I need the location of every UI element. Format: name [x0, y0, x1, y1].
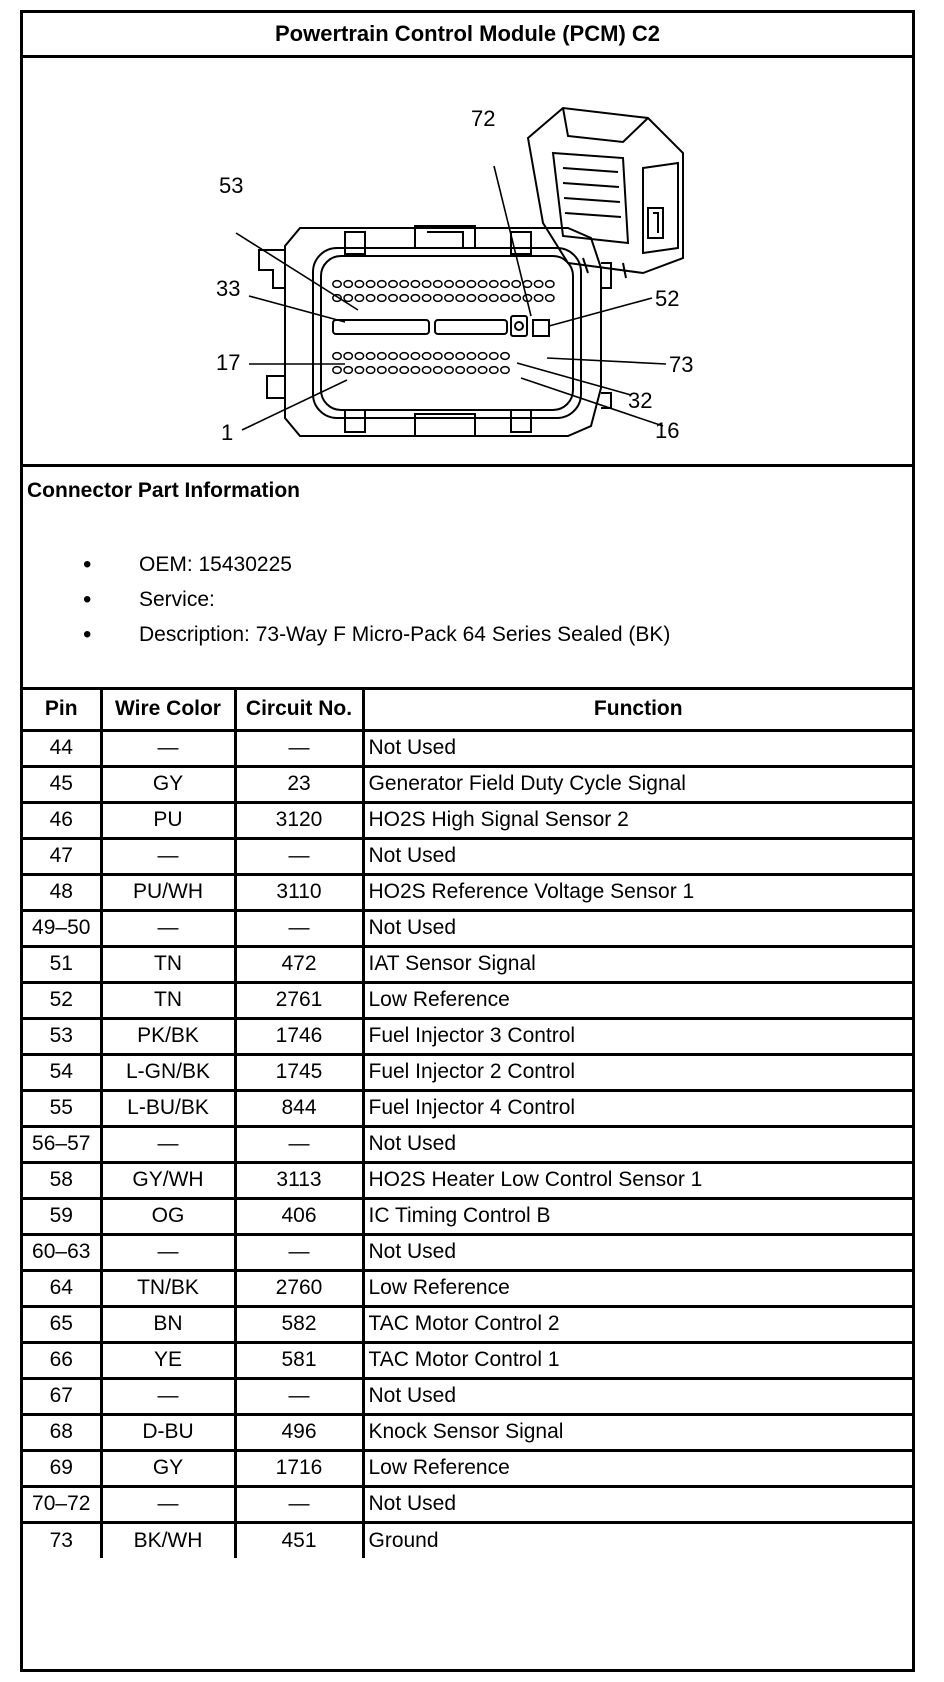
- cell-pin: 44: [23, 730, 101, 766]
- pin-cavity: [445, 281, 453, 288]
- cell-wire-color: —: [101, 1378, 235, 1414]
- cell-function: Not Used: [363, 730, 912, 766]
- info-heading: Connector Part Information: [27, 479, 301, 502]
- pin-cavity: [366, 367, 374, 374]
- cell-pin: 56–57: [23, 1126, 101, 1162]
- connector-3d-view: [528, 108, 683, 278]
- info-oem: • OEM: 15430225: [83, 547, 670, 582]
- pin-cavity: [333, 281, 341, 288]
- connector-sheet: [20, 10, 915, 1672]
- pin-cavity: [467, 295, 475, 302]
- cell-circuit-no: —: [235, 1126, 363, 1162]
- cell-function: Low Reference: [363, 1450, 912, 1486]
- pin-cavity: [478, 353, 486, 360]
- pin-cavity: [467, 367, 475, 374]
- connector-part-information: [23, 467, 912, 690]
- cell-wire-color: —: [101, 1234, 235, 1270]
- callout-72: 72: [471, 106, 496, 131]
- cell-pin: 51: [23, 946, 101, 982]
- pin-cavity: [400, 353, 408, 360]
- pin-cavity: [478, 367, 486, 374]
- cell-circuit-no: 3120: [235, 802, 363, 838]
- table-row: [23, 1306, 912, 1342]
- cell-function: Not Used: [363, 838, 912, 874]
- cell-circuit-no: 2761: [235, 982, 363, 1018]
- pin-cavity: [333, 367, 341, 374]
- pin-cavity: [445, 367, 453, 374]
- info-description: • Description: 73-Way F Micro-Pack 64 Series Sealed (BK): [83, 617, 670, 652]
- cell-pin: 55: [23, 1090, 101, 1126]
- pin-cavity: [422, 295, 430, 302]
- pin-cavity: [378, 353, 386, 360]
- pin-cavity: [434, 295, 442, 302]
- pin-cavity: [389, 367, 397, 374]
- cell-wire-color: TN: [101, 982, 235, 1018]
- cell-pin: 66: [23, 1342, 101, 1378]
- pin-cavity: [400, 367, 408, 374]
- cell-wire-color: —: [101, 730, 235, 766]
- cell-function: Not Used: [363, 1378, 912, 1414]
- cell-wire-color: YE: [101, 1342, 235, 1378]
- cell-pin: 47: [23, 838, 101, 874]
- cell-pin: 59: [23, 1198, 101, 1234]
- cell-function: Not Used: [363, 1486, 912, 1522]
- cell-wire-color: GY: [101, 1450, 235, 1486]
- cell-wire-color: PU/WH: [101, 874, 235, 910]
- cell-circuit-no: 581: [235, 1342, 363, 1378]
- table-row: [23, 1054, 912, 1090]
- pin-cavity: [344, 295, 352, 302]
- pin-cavity: [456, 281, 464, 288]
- cell-pin: 45: [23, 766, 101, 802]
- pin-cavity: [355, 367, 363, 374]
- pin-cavity: [490, 367, 498, 374]
- pin-cavity: [490, 281, 498, 288]
- cell-circuit-no: 3113: [235, 1162, 363, 1198]
- pin-cavity: [378, 295, 386, 302]
- pin-cavity: [434, 367, 442, 374]
- cell-circuit-no: —: [235, 1378, 363, 1414]
- header-pin: Pin: [23, 690, 101, 730]
- table-header-row: [23, 690, 912, 730]
- cell-wire-color: OG: [101, 1198, 235, 1234]
- pin-cavity: [355, 353, 363, 360]
- cell-pin: 65: [23, 1306, 101, 1342]
- cell-wire-color: TN/BK: [101, 1270, 235, 1306]
- pin-cavity: [378, 281, 386, 288]
- cell-wire-color: —: [101, 838, 235, 874]
- cell-pin: 68: [23, 1414, 101, 1450]
- pin-cavity: [512, 281, 520, 288]
- table-row: [23, 874, 912, 910]
- pin-cavity: [355, 295, 363, 302]
- cell-function: Knock Sensor Signal: [363, 1414, 912, 1450]
- header-function: Function: [363, 690, 912, 730]
- pin-cavities: [333, 281, 554, 374]
- pin-cavity: [546, 295, 554, 302]
- table-row: [23, 802, 912, 838]
- cell-function: Low Reference: [363, 1270, 912, 1306]
- table-row: [23, 1162, 912, 1198]
- cell-wire-color: D-BU: [101, 1414, 235, 1450]
- cell-wire-color: GY: [101, 766, 235, 802]
- cell-wire-color: L-BU/BK: [101, 1090, 235, 1126]
- info-list: [83, 547, 670, 652]
- pin-cavity: [456, 353, 464, 360]
- cell-wire-color: —: [101, 910, 235, 946]
- pin-cavity: [400, 281, 408, 288]
- cell-function: IC Timing Control B: [363, 1198, 912, 1234]
- cell-pin: 60–63: [23, 1234, 101, 1270]
- cell-function: Fuel Injector 3 Control: [363, 1018, 912, 1054]
- pin-cavity: [411, 367, 419, 374]
- cell-function: HO2S Heater Low Control Sensor 1: [363, 1162, 912, 1198]
- table-row: [23, 946, 912, 982]
- pin-cavity: [422, 353, 430, 360]
- cell-circuit-no: 844: [235, 1090, 363, 1126]
- table-row: [23, 1522, 912, 1558]
- pin-cavity: [411, 281, 419, 288]
- callout-1: 1: [221, 420, 234, 445]
- cell-circuit-no: 2760: [235, 1270, 363, 1306]
- pin-cavity: [400, 295, 408, 302]
- cell-pin: 70–72: [23, 1486, 101, 1522]
- table-row: [23, 1018, 912, 1054]
- pin-cavity: [422, 281, 430, 288]
- pin-cavity: [445, 295, 453, 302]
- table-row: [23, 1486, 912, 1522]
- pin-cavity: [333, 353, 341, 360]
- cell-pin: 53: [23, 1018, 101, 1054]
- pin-cavity: [389, 295, 397, 302]
- cell-function: IAT Sensor Signal: [363, 946, 912, 982]
- table-row: [23, 1378, 912, 1414]
- callout-73: 73: [669, 352, 694, 377]
- pin-cavity: [512, 295, 520, 302]
- pin-cavity: [456, 367, 464, 374]
- callout-17: 17: [216, 350, 241, 375]
- pin-cavity: [478, 281, 486, 288]
- cell-circuit-no: 472: [235, 946, 363, 982]
- cell-pin: 46: [23, 802, 101, 838]
- pin-cavity: [344, 281, 352, 288]
- table-row: [23, 838, 912, 874]
- pin-cavity: [478, 295, 486, 302]
- table-row: [23, 730, 912, 766]
- pin-cavity: [434, 353, 442, 360]
- cell-wire-color: BN: [101, 1306, 235, 1342]
- cell-circuit-no: 406: [235, 1198, 363, 1234]
- cell-circuit-no: 1745: [235, 1054, 363, 1090]
- table-row: [23, 1126, 912, 1162]
- pin-cavity: [366, 281, 374, 288]
- cell-pin: 49–50: [23, 910, 101, 946]
- table-row: [23, 1234, 912, 1270]
- cell-function: Generator Field Duty Cycle Signal: [363, 766, 912, 802]
- cell-function: Not Used: [363, 910, 912, 946]
- cell-circuit-no: —: [235, 1234, 363, 1270]
- pin-cavity: [490, 295, 498, 302]
- cell-pin: 54: [23, 1054, 101, 1090]
- header-circuit-no: Circuit No.: [235, 690, 363, 730]
- pin-cavity: [490, 353, 498, 360]
- callout-53: 53: [219, 173, 244, 198]
- table-row: [23, 1198, 912, 1234]
- cell-pin: 58: [23, 1162, 101, 1198]
- cell-pin: 73: [23, 1522, 101, 1558]
- cell-wire-color: BK/WH: [101, 1522, 235, 1558]
- callout-52: 52: [655, 286, 680, 311]
- pin-cavity: [501, 367, 509, 374]
- pin-cavity: [355, 281, 363, 288]
- table-row: [23, 1270, 912, 1306]
- pin-cavity: [411, 295, 419, 302]
- cell-circuit-no: —: [235, 730, 363, 766]
- connector-diagram: [23, 58, 912, 467]
- cell-circuit-no: 496: [235, 1414, 363, 1450]
- cell-circuit-no: —: [235, 1486, 363, 1522]
- pin-cavity: [534, 295, 542, 302]
- header-wire-color: Wire Color: [101, 690, 235, 730]
- pin-cavity: [501, 353, 509, 360]
- table-row: [23, 1414, 912, 1450]
- cell-function: Fuel Injector 4 Control: [363, 1090, 912, 1126]
- table-row: [23, 1342, 912, 1378]
- cell-circuit-no: 1716: [235, 1450, 363, 1486]
- table-row: [23, 1450, 912, 1486]
- cell-wire-color: PK/BK: [101, 1018, 235, 1054]
- cell-function: TAC Motor Control 1: [363, 1342, 912, 1378]
- pin-cavity: [344, 367, 352, 374]
- pin-cavity: [456, 295, 464, 302]
- cell-function: HO2S High Signal Sensor 2: [363, 802, 912, 838]
- cell-circuit-no: 3110: [235, 874, 363, 910]
- table-row: [23, 766, 912, 802]
- cell-wire-color: —: [101, 1126, 235, 1162]
- cell-pin: 64: [23, 1270, 101, 1306]
- pin-cavity: [389, 353, 397, 360]
- pin-cavity: [501, 281, 509, 288]
- pin-cavity: [534, 281, 542, 288]
- cell-function: Low Reference: [363, 982, 912, 1018]
- cell-pin: 52: [23, 982, 101, 1018]
- table-row: [23, 982, 912, 1018]
- cell-pin: 67: [23, 1378, 101, 1414]
- cell-circuit-no: 1746: [235, 1018, 363, 1054]
- pin-cavity: [344, 353, 352, 360]
- table-row: [23, 1090, 912, 1126]
- callout-16: 16: [655, 418, 680, 443]
- connector-face: [259, 226, 611, 436]
- cell-function: Ground: [363, 1522, 912, 1558]
- cell-function: Fuel Injector 2 Control: [363, 1054, 912, 1090]
- cell-function: Not Used: [363, 1234, 912, 1270]
- pin-cavity: [445, 353, 453, 360]
- pin-cavity: [366, 353, 374, 360]
- cell-circuit-no: —: [235, 910, 363, 946]
- cell-wire-color: GY/WH: [101, 1162, 235, 1198]
- pin-cavity: [546, 281, 554, 288]
- pin-cavity: [366, 295, 374, 302]
- table-row: [23, 910, 912, 946]
- callout-33: 33: [216, 276, 241, 301]
- cell-pin: 48: [23, 874, 101, 910]
- cell-wire-color: PU: [101, 802, 235, 838]
- pin-cavity: [467, 353, 475, 360]
- cell-circuit-no: —: [235, 838, 363, 874]
- pin-cavity: [411, 353, 419, 360]
- cell-wire-color: —: [101, 1486, 235, 1522]
- info-service: • Service:: [83, 582, 670, 617]
- connector-drawing: [23, 58, 912, 464]
- cell-function: HO2S Reference Voltage Sensor 1: [363, 874, 912, 910]
- cell-pin: 69: [23, 1450, 101, 1486]
- cell-circuit-no: 451: [235, 1522, 363, 1558]
- pin-cavity: [389, 281, 397, 288]
- cell-wire-color: L-GN/BK: [101, 1054, 235, 1090]
- pin-cavity: [434, 281, 442, 288]
- page-title: Powertrain Control Module (PCM) C2: [23, 13, 912, 58]
- pin-cavity: [378, 367, 386, 374]
- pin-cavity: [501, 295, 509, 302]
- callout-32: 32: [628, 388, 653, 413]
- cell-function: Not Used: [363, 1126, 912, 1162]
- cell-wire-color: TN: [101, 946, 235, 982]
- pin-cavity: [422, 367, 430, 374]
- cell-function: TAC Motor Control 2: [363, 1306, 912, 1342]
- pin-cavity: [467, 281, 475, 288]
- cell-circuit-no: 582: [235, 1306, 363, 1342]
- pinout-table: [23, 690, 912, 1558]
- cell-circuit-no: 23: [235, 766, 363, 802]
